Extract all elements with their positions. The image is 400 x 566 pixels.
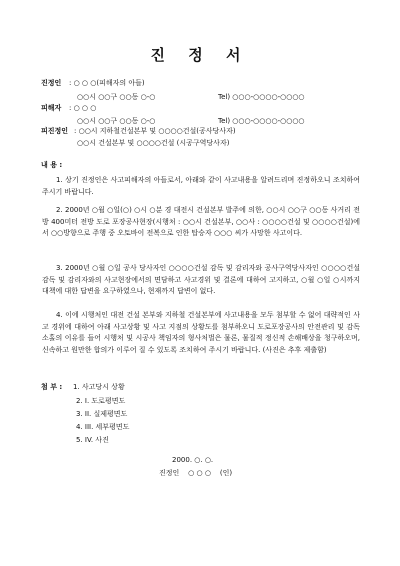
document-date: 2000. ○. ○. (172, 456, 214, 464)
victim-tel: Tel) ○○○-○○○○-○○○○ (218, 117, 305, 125)
paragraph-1: 1. 상기 진정인은 사고피해자의 아들로서, 아래와 같이 사고내용을 알려드리며 진정하오니 조치하여 주시기 바랍니다. (42, 176, 360, 196)
attachment-item: 4. III. 세부평면도 (76, 423, 130, 431)
victim-address: ○○시 ○○구 ○○동 ○-○ (77, 117, 156, 125)
document-title: 진 정 서 (150, 46, 250, 64)
attachments-label: 첨 부 : (41, 383, 63, 391)
content-label: 내 용 : (41, 161, 63, 169)
paragraph-4: 4. 이에 시행처인 대전 건설 본부와 지하철 건설본부에 사고내용을 모두 첨부할 수 없어 대략적인 사고 경위에 대하여 아래 사고상황 및 사고 지점의 상황도를 첨부하오니 도로포장공사의 안전관리 및 감독 소홀의 이유를 들어 시행처 및 시공사 책임자의 형사처벌은 물론, 물질적 정신적 손해배상을 청구하오며, 신속하고 원만한 합의가 이루어 질 수 있도록 조치하여 주시기 바랍니다. (사진은 추후 제출함) (42, 311, 360, 354)
signature-line: 진정인 ○ ○ ○ (인) (159, 469, 233, 477)
attachment-item: 3. II. 실제평면도 (76, 410, 128, 418)
attachment-item: 1. 사고당시 상황 (73, 383, 125, 391)
attachment-item: 5. IV. 사진 (76, 436, 109, 444)
victim-label: 피해자 (41, 104, 62, 112)
respondent-line-1: : ○○시 지하철건설본부 및 ○○○○건설(공사당사자) (74, 127, 236, 135)
paragraph-3: 3. 2000년 ○월 ○일 공사 당사자인 ○○○○건설 감독 및 감리자와 공사구역당사자인 ○○○○건설 감독 및 감리자와의 사고현장에서의 면담하고 사고경위 및 결론에 대하여 고지하고, ○월 ○일 ○시까지 대책에 대한 답변을 요구하였으나, 현재까지 답변이 없다. (42, 264, 360, 295)
victim-name: : ○ ○ ○ (69, 104, 97, 112)
petitioner-name: : ○ ○ ○(피해자의 아들) (69, 79, 145, 87)
petitioner-label: 진정인 (41, 79, 62, 87)
petitioner-address: ○○시 ○○구 ○○동 ○-○ (77, 93, 156, 101)
paragraph-2: 2. 2000년 ○월 ○일(○) ○시 ○분 경 대전시 건설본부 발주에 의한, ○○시 ○○구 ○○동 사거리 전방 400미터 전방 도로 포장공사현장(시행처 : ○○시 건설본부, ○○사 : ○○○○건설 및 ○○○○건설)에서 ○○방향으로 주행 중 오토바이 전복으로 인한 탑승자 ○○○ 씨가 사망한 사고이다. (42, 206, 360, 237)
petitioner-tel: Tel) ○○○-○○○○-○○○○ (218, 93, 305, 101)
respondent-line-2: ○○시 건설본부 및 ○○○○건설 (시공구역당사자) (77, 139, 230, 147)
respondent-label: 피진정인 (41, 127, 69, 135)
attachment-item: 2. I. 도로평면도 (76, 397, 126, 405)
